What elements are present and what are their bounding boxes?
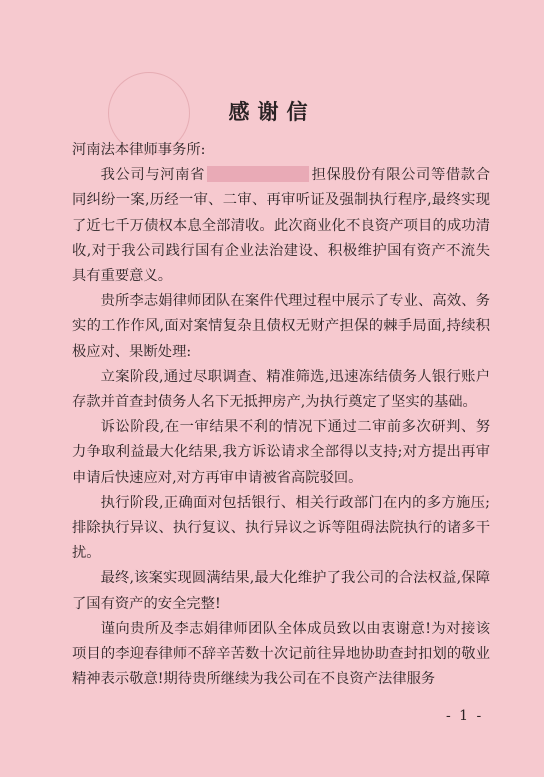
- salutation: 河南法本律师事务所:: [72, 142, 206, 158]
- paragraph-1-rest: 担保股份有限公司等借款合同纠纷一案,历经一审、二审、再审听证及强制执行程序,最终实现了近七千万债权本息全部清收。此次商业化不良资产项目的成功清收,对于我公司践行国有企业法治建设、积极维护国有资产不流失具有重要意义。: [72, 167, 491, 285]
- paragraph-3: 立案阶段,通过尽职调查、精准筛选,迅速冻结债务人银行账户存款并首查封债务人名下无抵押房产,为执行奠定了坚实的基础。: [72, 368, 490, 411]
- redacted-name-block: [207, 166, 309, 182]
- paragraph-1-start: 我公司与河南省: [100, 167, 206, 184]
- letter-body: [72, 138, 490, 692]
- paragraph-6: 最终,该案实现圆满结果,最大化维护了我公司的合法权益,保障了国有资产的安全完整!: [72, 570, 490, 612]
- paragraph-2: 贵所李志娟律师团队在案件代理过程中展示了专业、高效、务实的工作作风,面对案情复杂且债权无财产担保的棘手局面,持续积极应对、果断处理:: [72, 293, 490, 360]
- paragraph-4: 诉讼阶段,在一审结果不利的情况下通过二审前多次研判、努力争取利益最大化结果,我方诉讼请求全部得以支持;对方提出再审申请后快速应对,对方再审申请被省高院驳回。: [72, 419, 490, 486]
- paragraph-1: [72, 163, 490, 289]
- page-number: - 1 -: [446, 708, 484, 724]
- paragraph-5: 执行阶段,正确面对包括银行、相关行政部门在内的多方施压;排除执行异议、执行复议、执行异议之诉等阻碍法院执行的诸多干扰。: [72, 494, 490, 562]
- letter-title: 感谢信: [228, 99, 316, 124]
- paragraph-7: 谨向贵所及李志娟律师团队全体成员致以由衷谢意!为对接该项目的李迎春律师不辞辛苦数十次记前往异地协助查封扣划的敬业精神表示敬意!期待贵所继续为我公司在不良资产法律服务: [72, 620, 490, 688]
